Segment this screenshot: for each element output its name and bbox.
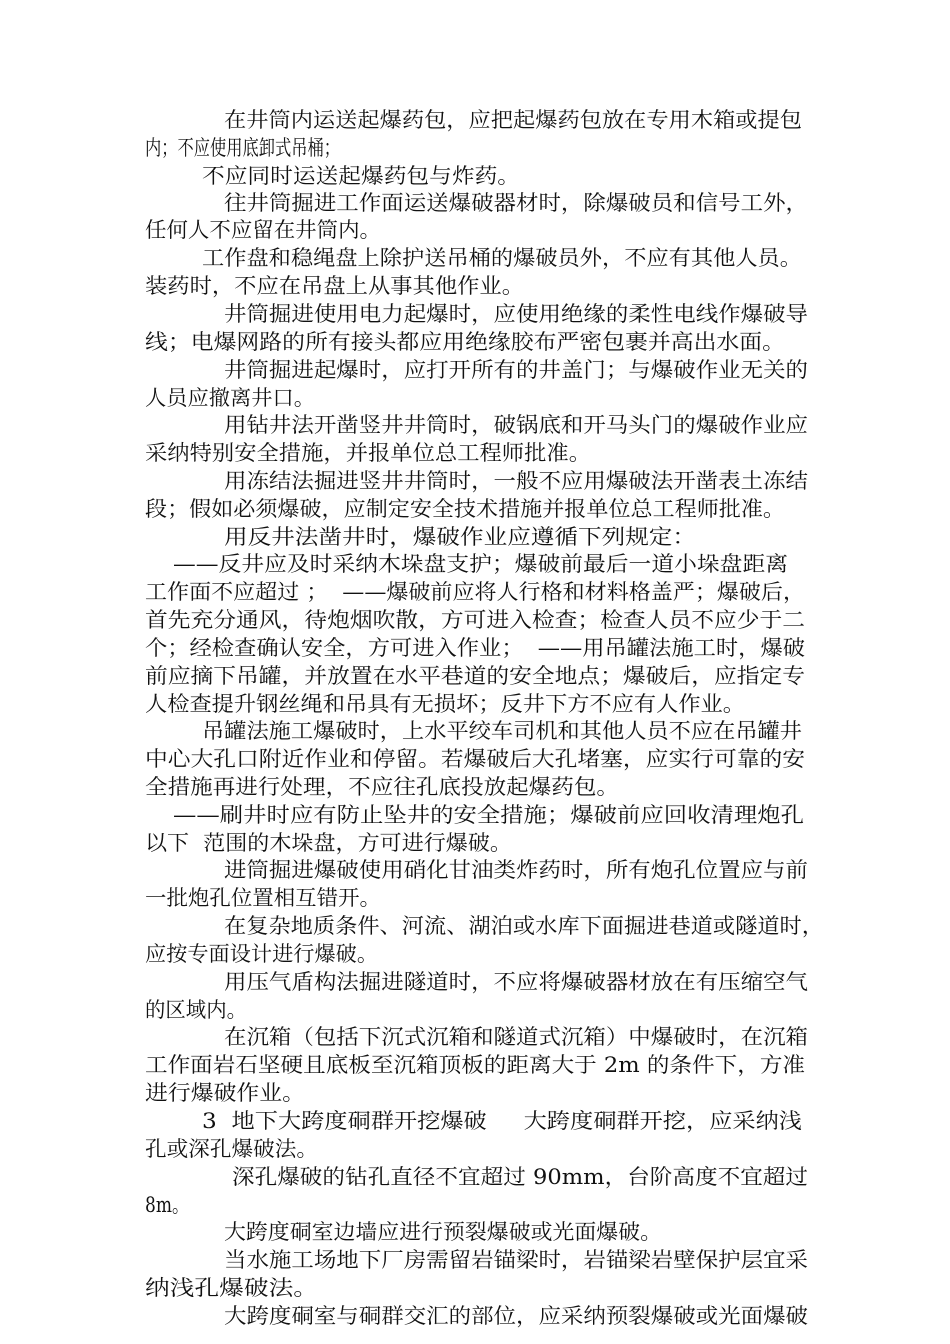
text-line: 前应摘下吊罐，并放置在水平巷道的安全地点；爆破后，应指定专 (145, 664, 805, 688)
text-line: 不应同时运送起爆药包与炸药。 (202, 164, 520, 188)
text-line: 一批炮孔位置相互错开。 (145, 886, 381, 910)
text-line: 个；经检查确认安全，方可进入作业； ——用吊罐法施工时，爆破 (145, 636, 805, 660)
text-line: 井筒掘进起爆时，应打开所有的井盖门；与爆破作业无关的 (224, 358, 808, 382)
text-line: 在井筒内运送起爆药包，应把起爆药包放在专用木箱或提包 (224, 108, 802, 132)
text-line: 深孔爆破的钻孔直径不宜超过 90mm，台阶高度不宜超过 (232, 1165, 808, 1189)
text-line: 用反井法凿井时，爆破作业应遵循下列规定： (224, 525, 696, 549)
text-line: ——反井应及时采纳木垛盘支护；爆破前最后一道小垛盘距离 (173, 552, 788, 576)
text-line: 当水施工场地下厂房需留岩锚梁时，岩锚梁岩壁保护层宜采 (224, 1248, 808, 1272)
text-line: 用压气盾构法掘进隧道时，不应将爆破器材放在有压缩空气 (224, 970, 808, 994)
text-line: 大跨度硐室与硐群交汇的部位，应采纳预裂爆破或光面爆破 (224, 1304, 808, 1328)
text-line: 段；假如必须爆破，应制定安全技术措施并报单位总工程师批准。 (145, 497, 785, 521)
text-line: 采纳特别安全措施，并报单位总工程师批准。 (145, 441, 591, 465)
text-line: 全措施再进行处理，不应往孔底投放起爆药包。 (145, 775, 619, 799)
text-line: 在沉箱（包括下沉式沉箱和隧道式沉箱）中爆破时，在沉箱 (224, 1025, 808, 1049)
text-line: 装药时，不应在吊盘上从事其他作业。 (145, 274, 524, 298)
text-line: 任何人不应留在井筒内。 (145, 218, 381, 242)
text-line: 工作盘和稳绳盘上除护送吊桶的爆破员外，不应有其他人员。 (202, 246, 802, 270)
text-line: 进行爆破作业。 (145, 1081, 305, 1105)
text-line: 的区域内。 (145, 998, 247, 1022)
text-line: 应按专面设计进行爆破。 (145, 942, 378, 966)
text-line: ——刷井时应有防止坠井的安全措施；爆破前应回收清理炮孔 (173, 803, 804, 827)
text-line: 首先充分通风，待炮烟吹散，方可进入检查；检查人员不应少于二 (145, 608, 805, 632)
text-line: 用冻结法掘进竖井井筒时，一般不应用爆破法开凿表土冻结 (224, 469, 808, 493)
text-line: 以下 范围的木垛盘，方可进行爆破。 (145, 831, 512, 855)
text-line: 纳浅孔爆破法。 (145, 1276, 318, 1300)
text-line: 在复杂地质条件、河流、湖泊或水库下面掘进巷道或隧道时， (224, 914, 824, 938)
text-line: 进筒掘进爆破使用硝化甘油类炸药时，所有炮孔位置应与前 (224, 858, 808, 882)
text-line: 线；电爆网路的所有接头都应用绝缘胶布严密包裹并高出水面。 (145, 330, 785, 354)
text-line: 3 地下大跨度硐群开挖爆破 大跨度硐群开挖，应采纳浅 (202, 1109, 802, 1133)
text-line: 人员应撤离井口。 (145, 386, 315, 410)
text-line: 工作面岩石坚硬且底板至沉箱顶板的距离大于 2m 的条件下，方准 (145, 1053, 805, 1077)
text-line: 井筒掘进使用电力起爆时，应使用绝缘的柔性电线作爆破导 (224, 302, 808, 326)
text-line: 工作面不应超过 ； ——爆破前应将人行格和材料格盖严；爆破后， (145, 580, 805, 604)
text-line: 大跨度硐室边墙应进行预裂爆破或光面爆破。 (224, 1220, 662, 1244)
text-line: 内；不应使用底卸式吊桶； (145, 136, 340, 160)
text-line: 8m。 (145, 1193, 189, 1217)
text-line: 往井筒掘进工作面运送爆破器材时，除爆破员和信号工外， (224, 191, 808, 215)
text-line: 吊罐法施工爆破时，上水平绞车司机和其他人员不应在吊罐井 (202, 719, 802, 743)
text-line: 用钻井法开凿竖井井筒时，破锅底和开马头门的爆破作业应 (224, 413, 808, 437)
text-line: 孔或深孔爆破法。 (145, 1137, 318, 1161)
text-line: 中心大孔口附近作业和停留。若爆破后大孔堵塞，应实行可靠的安 (145, 747, 805, 771)
text-line: 人检查提升钢丝绳和吊具有无损坏；反井下方不应有人作业。 (145, 692, 745, 716)
